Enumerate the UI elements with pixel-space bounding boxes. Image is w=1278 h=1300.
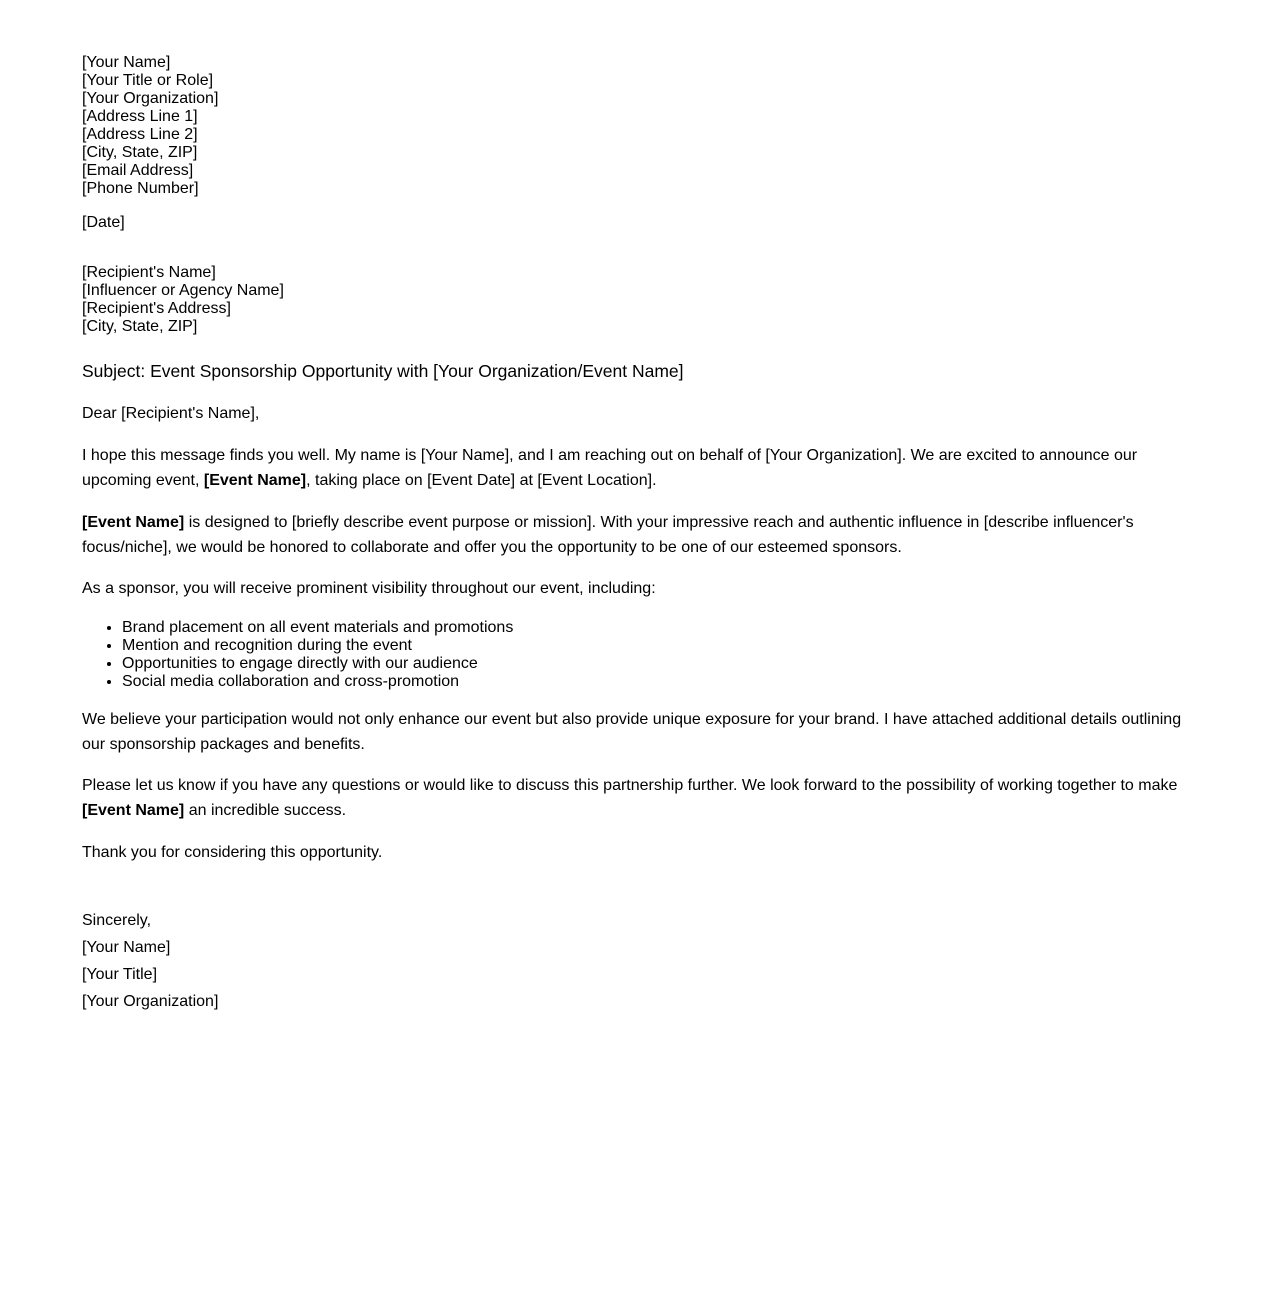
- sender-title: [Your Title or Role]: [82, 72, 214, 89]
- event-name-bold: [Event Name]: [82, 513, 185, 531]
- signature-organization: [Your Organization]: [82, 992, 219, 1010]
- intro-text-before: I hope this message finds you well. My name is [Your Name], and I am reaching out on behalf of [Your Organization]. We are excited to announce our upcoming event,: [82, 446, 1138, 490]
- sender-address-line-2: [Address Line 2]: [82, 126, 198, 143]
- recipient-city-state-zip: [City, State, ZIP]: [82, 318, 198, 335]
- intro-paragraph: [82, 443, 1192, 494]
- recipient-address-block: [82, 264, 1192, 336]
- event-name-bold: [Event Name]: [203, 472, 307, 490]
- sender-phone: [Phone Number]: [82, 180, 199, 197]
- cta-text-before: Please let us know if you have any questions or would like to discuss this partnership further. We look forward to the possibility of working together to make: [82, 776, 1178, 794]
- sender-name: [Your Name]: [82, 54, 171, 71]
- recipient-address: [Recipient's Address]: [82, 300, 231, 317]
- call-to-action-paragraph: [82, 773, 1192, 824]
- salutation: Dear [Recipient's Name],: [82, 405, 260, 422]
- event-description-paragraph: [82, 510, 1192, 561]
- cta-text-after: an incredible success.: [184, 802, 347, 820]
- attachment-paragraph: We believe your participation would not only enhance our event but also provide unique exposure for your brand. I have attached additional details outlining our sponsorship packages and benefits.: [82, 710, 1182, 754]
- subject-line: Subject: Event Sponsorship Opportunity with [Your Organization/Event Name]: [82, 361, 684, 381]
- sender-address-block: [82, 54, 1192, 198]
- benefit-item-mention: • Mention and recognition during the event: [122, 637, 1192, 655]
- sender-address-line-1: [Address Line 1]: [82, 108, 198, 125]
- recipient-name: [Recipient's Name]: [82, 264, 216, 281]
- closing-word: Sincerely,: [82, 911, 152, 929]
- benefits-intro-paragraph: As a sponsor, you will receive prominent visibility throughout our event, including:: [82, 579, 656, 597]
- event-name-bold: [Event Name]: [82, 802, 185, 820]
- date-line: [Date]: [82, 214, 125, 231]
- intro-text-after: , taking place on [Event Date] at [Event Location].: [306, 472, 657, 490]
- signature-title: [Your Title]: [82, 965, 158, 983]
- benefit-item-brand-placement: • Brand placement on all event materials and promotions: [122, 619, 1192, 637]
- benefit-item-engagement: • Opportunities to engage directly with our audience: [122, 655, 1192, 673]
- sender-city-state-zip: [City, State, ZIP]: [82, 144, 198, 161]
- signature-block: [82, 907, 1192, 1015]
- benefit-item-social-media: • Social media collaboration and cross-promotion: [122, 673, 1192, 691]
- event-description-text: is designed to [briefly describe event purpose or mission]. With your impressive reach and authentic influence in [describe influencer's focus/niche], we would be honored to collaborate and offer you the opportunity to be one of our esteemed sponsors.: [82, 513, 1134, 557]
- signature-name: [Your Name]: [82, 938, 171, 956]
- letter-document: [82, 0, 1192, 1015]
- recipient-agency: [Influencer or Agency Name]: [82, 282, 284, 299]
- sender-organization: [Your Organization]: [82, 90, 219, 107]
- benefits-list: [82, 619, 1192, 691]
- sender-email: [Email Address]: [82, 162, 194, 179]
- thanks-paragraph: Thank you for considering this opportunity.: [82, 843, 383, 861]
